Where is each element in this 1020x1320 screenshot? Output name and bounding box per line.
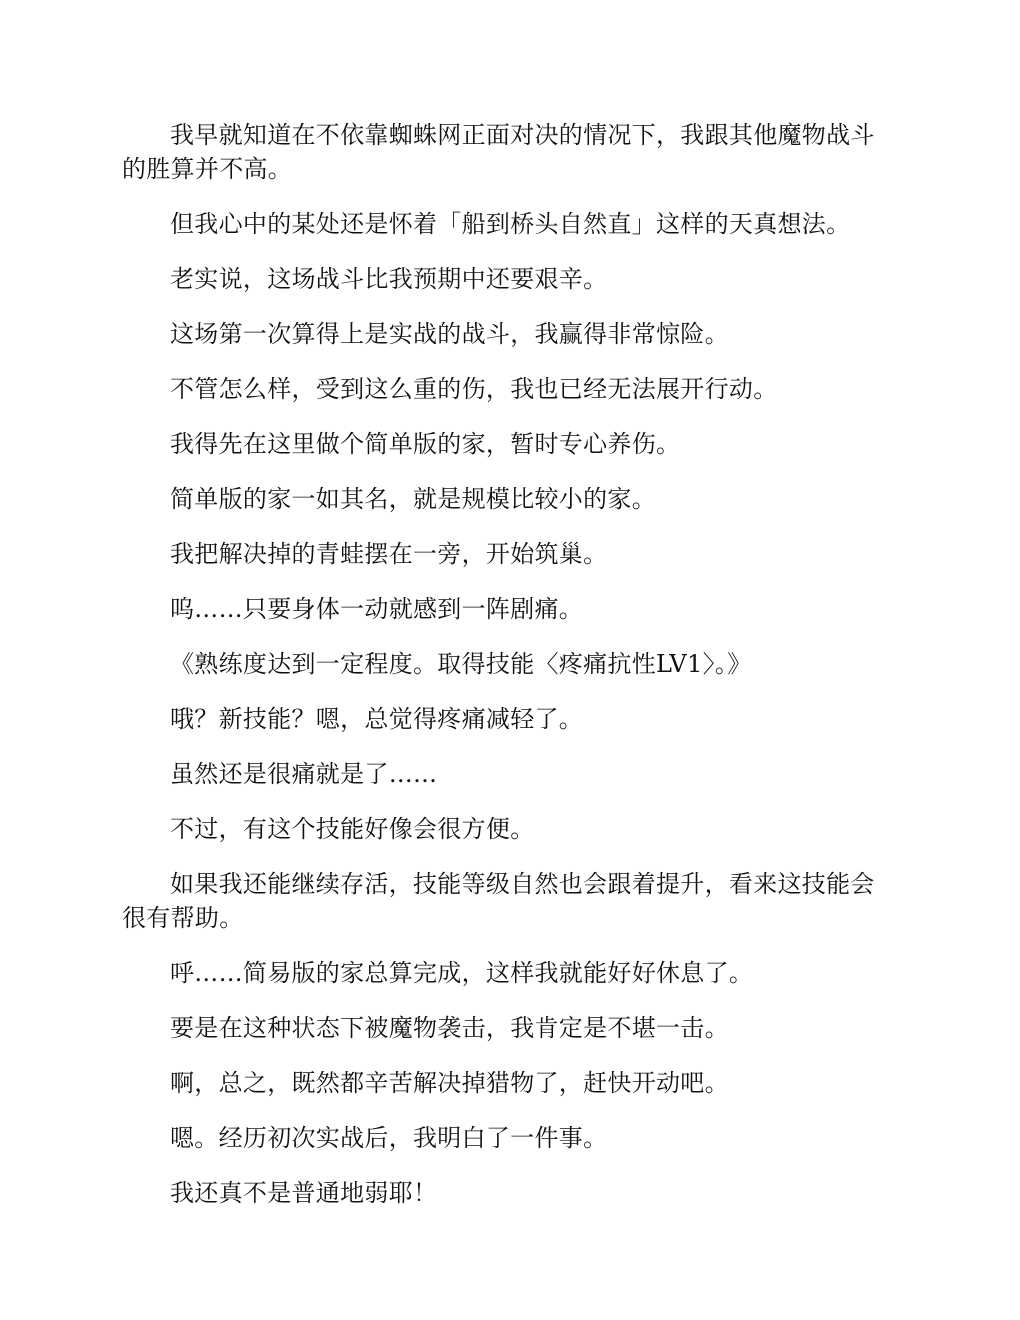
paragraph: 我把解决掉的青蛙摆在一旁，开始筑巢。 (170, 540, 608, 568)
paragraph: 呼……简易版的家总算完成，这样我就能好好休息了。 (170, 959, 754, 987)
paragraph: 老实说，这场战斗比我预期中还要艰辛。 (170, 265, 608, 293)
paragraph: 如果我还能继续存活，技能等级自然也会跟着提升，看来这技能会很有帮助。 (122, 870, 875, 932)
paragraph: 《熟练度达到一定程度。取得技能〈疼痛抗性LV1〉。》 (170, 650, 752, 678)
paragraph: 我早就知道在不依靠蜘蛛网正面对决的情况下，我跟其他魔物战斗的胜算并不高。 (122, 121, 875, 183)
paragraph: 但我心中的某处还是怀着「船到桥头自然直」这样的天真想法。 (170, 210, 851, 238)
paragraph: 不过，有这个技能好像会很方便。 (170, 815, 535, 843)
paragraph: 呜……只要身体一动就感到一阵剧痛。 (170, 595, 584, 623)
paragraph: 要是在这种状态下被魔物袭击，我肯定是不堪一击。 (170, 1014, 729, 1042)
paragraph: 我得先在这里做个简单版的家，暂时专心养伤。 (170, 430, 681, 458)
paragraph: 嗯。经历初次实战后，我明白了一件事。 (170, 1124, 608, 1152)
paragraph: 不管怎么样，受到这么重的伤，我也已经无法展开行动。 (170, 375, 778, 403)
paragraph: 这场第一次算得上是实战的战斗，我赢得非常惊险。 (170, 320, 729, 348)
document-body (122, 118, 898, 1231)
paragraph: 哦？新技能？嗯，总觉得疼痛减轻了。 (170, 705, 584, 733)
paragraph: 虽然还是很痛就是了…… (170, 760, 438, 788)
paragraph: 简单版的家一如其名，就是规模比较小的家。 (170, 485, 656, 513)
paragraph: 我还真不是普通地弱耶！ (170, 1179, 438, 1207)
paragraph: 啊，总之，既然都辛苦解决掉猎物了，赶快开动吧。 (170, 1069, 729, 1097)
